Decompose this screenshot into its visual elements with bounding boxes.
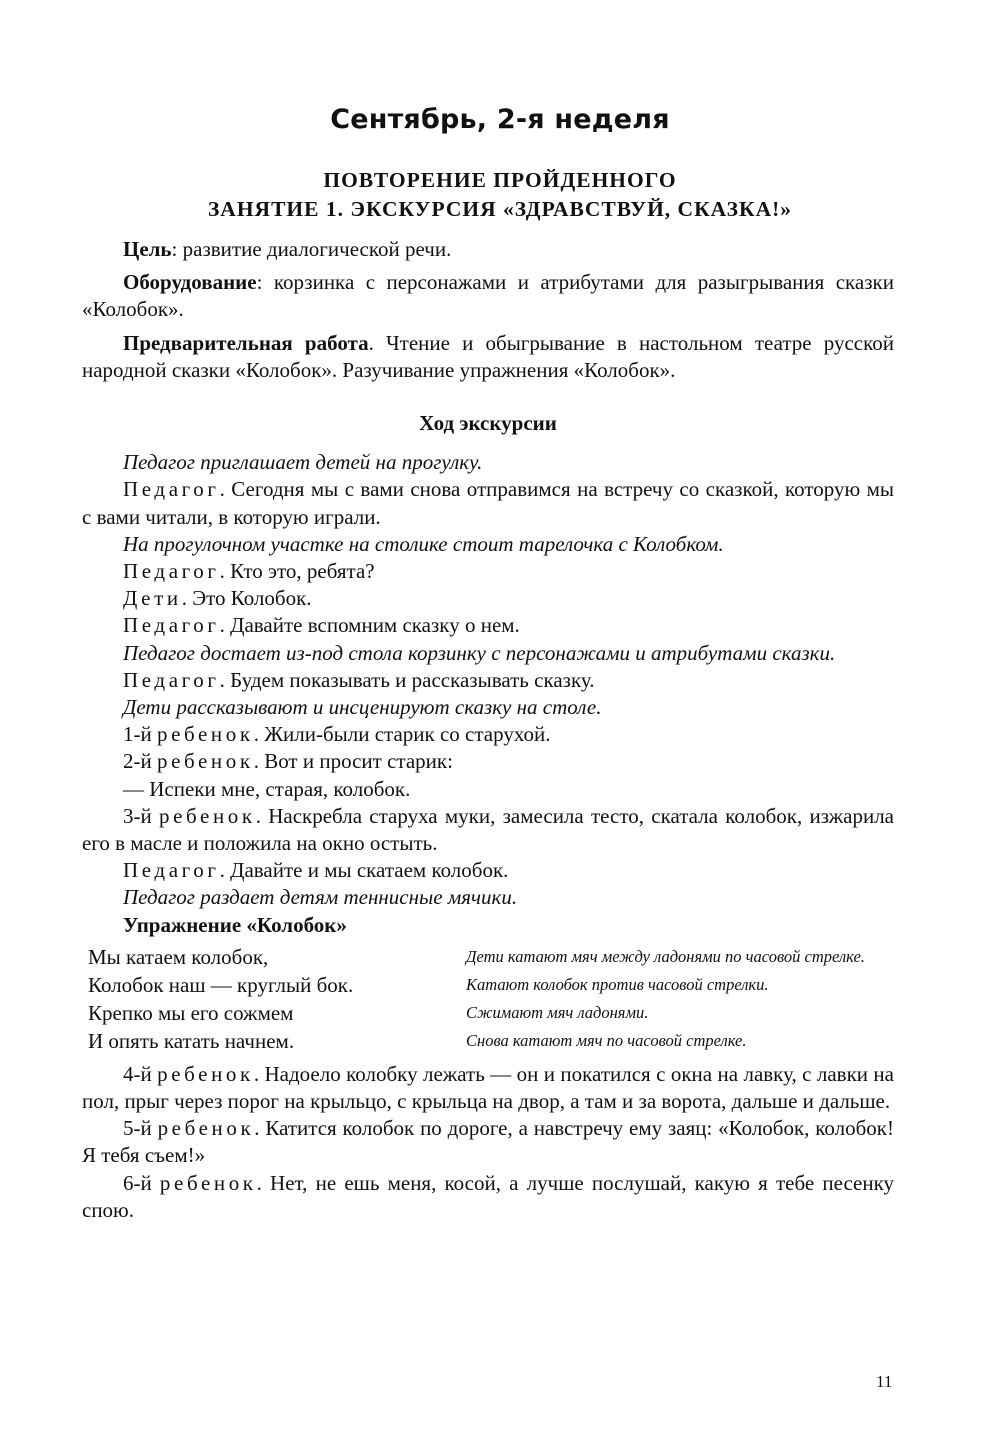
speaker-number: 1-й [123,722,157,747]
poem-action: Дети катают мяч между ладонями по часовой стрелке. [466,946,865,966]
poem-line: Мы катаем колобок, [88,944,269,969]
speaker-number: 6-й [123,1170,160,1195]
prep-text: . Чтение и обыгрывание в настольном театре русской народной сказки «Колобок». Разучивание упражнения «Колобок». [82,330,894,382]
exercise-poem [88,943,894,1055]
exercise-title: Упражнение «Колобок» [123,912,347,937]
dialogue-line [82,612,894,639]
speaker-name: Дети [123,586,182,611]
poem-line: Крепко мы его сожмем [88,1000,294,1025]
equipment-text: : корзинка с персонажами и атрибутами для разыгрывания сказки «Колобок». [82,270,894,322]
speech-text: . Нет, не ешь меня, косой, а лучше послушай, какую я тебе песенку спою. [82,1170,895,1222]
stage-direction: На прогулочном участке на столике стоит тарелочка с Колобком. [123,531,724,556]
dialogue [82,449,894,911]
dialogue-line [82,857,894,884]
speech-text: . Наскребла старуха муки, замесила тесто, скатала колобок, изжарила его в масле и положила на окно остыть. [82,803,895,856]
dialogue-line [82,1115,894,1169]
stage-direction: Дети рассказывают и инсценируют сказку на столе. [123,695,602,720]
speaker-name: Педагог [123,858,220,883]
lesson-title-line-2: ЗАНЯТИЕ 1. ЭКСКУРСИЯ «ЗДРАВСТВУЙ, СКАЗКА!» [207,197,793,221]
poem-action: Снова катают мяч по часовой стрелке. [466,1030,747,1050]
dialogue-line [82,667,894,694]
speaker-name: ребенок [159,1170,257,1195]
dialogue-line [82,803,894,857]
speech-text: . Надоело колобку лежать — он и покатился с окна на лавку, с лавки на пол, прыг через порог на крыльцо, с крыльца на двор, а там и за ворота, дальше и дальше. [82,1061,894,1114]
stage-direction: Педагог раздает детям теннисные мячики. [123,885,518,910]
goal-label: Цель [123,237,172,261]
speech-text: . Сегодня мы с вами снова отправимся на встречу со сказкой, которую мы с вами читали, в которую играли. [82,477,894,529]
speaker-name: ребенок [157,1061,254,1086]
dialogue-line [82,558,894,585]
prep-paragraph [82,330,894,384]
speaker-name: ребенок [159,803,256,828]
poem-action: Катают колобок против часовой стрелки. [466,974,769,994]
prep-label: Предварительная работа [123,330,369,355]
stage-direction: Педагог достает из-под стола корзинку с персонажами и атрибутами сказки. [123,640,836,665]
dialogue-line [82,1170,894,1224]
dialogue-line [82,1061,894,1115]
speaker-name: ребенок [156,722,254,747]
goal-paragraph [82,236,894,263]
section-title: Сентябрь, 2-я неделя [330,104,670,135]
speech-text: . Это Колобок. [181,586,312,611]
dialogue-line [82,721,894,748]
body-text [82,236,894,1224]
speaker-number: 4-й [123,1061,158,1086]
lesson-title-line-1: ПОВТОРЕНИЕ ПРОЙДЕННОГО [323,168,677,192]
equipment-paragraph [82,269,894,323]
speech-text: . Жили-были старик со старухой. [253,722,551,747]
speech-text: . Будем показывать и рассказывать сказку. [219,667,595,692]
speech-text: . Давайте вспомним сказку о нем. [219,613,520,638]
poem-line: Колобок наш — круглый бок. [88,972,354,997]
speech-text: . Кто это, ребята? [219,559,375,584]
page-number: 11 [876,1372,893,1391]
speaker-number: 2-й [123,749,157,774]
poem-action: Сжимают мяч ладонями. [466,1002,649,1022]
dialogue-line [82,476,894,530]
speaker-name: ребенок [156,749,254,774]
speech-text: . Давайте и мы скатаем колобок. [219,858,509,883]
dialogue-line [82,585,894,612]
speech-text: . Вот и просит старик: [253,749,453,774]
stage-direction: Педагог приглашает детей на прогулку. [123,450,483,475]
speaker-name: Педагог [123,559,220,584]
dialogue-continued [82,1061,894,1224]
speaker-name: Педагог [123,667,220,692]
lesson-title [0,166,1000,224]
subheading: Ход экскурсии [419,411,557,436]
dialogue-line: — Испеки мне, старая, колобок. [123,776,411,801]
speaker-name: ребенок [157,1116,255,1141]
speaker-name: Педагог [123,477,220,502]
speaker-number: 5-й [123,1116,158,1141]
poem-line: И опять катать начнем. [88,1028,295,1053]
equipment-label: Оборудование [123,270,257,295]
speech-text: . Катится колобок по дороге, а навстречу ему заяц: «Колобок, колобок! Я тебя съем!» [82,1116,894,1168]
goal-text: : развитие диалогической речи. [171,237,452,261]
speaker-number: 3-й [123,803,159,828]
dialogue-line [82,748,894,775]
speaker-name: Педагог [123,613,220,638]
